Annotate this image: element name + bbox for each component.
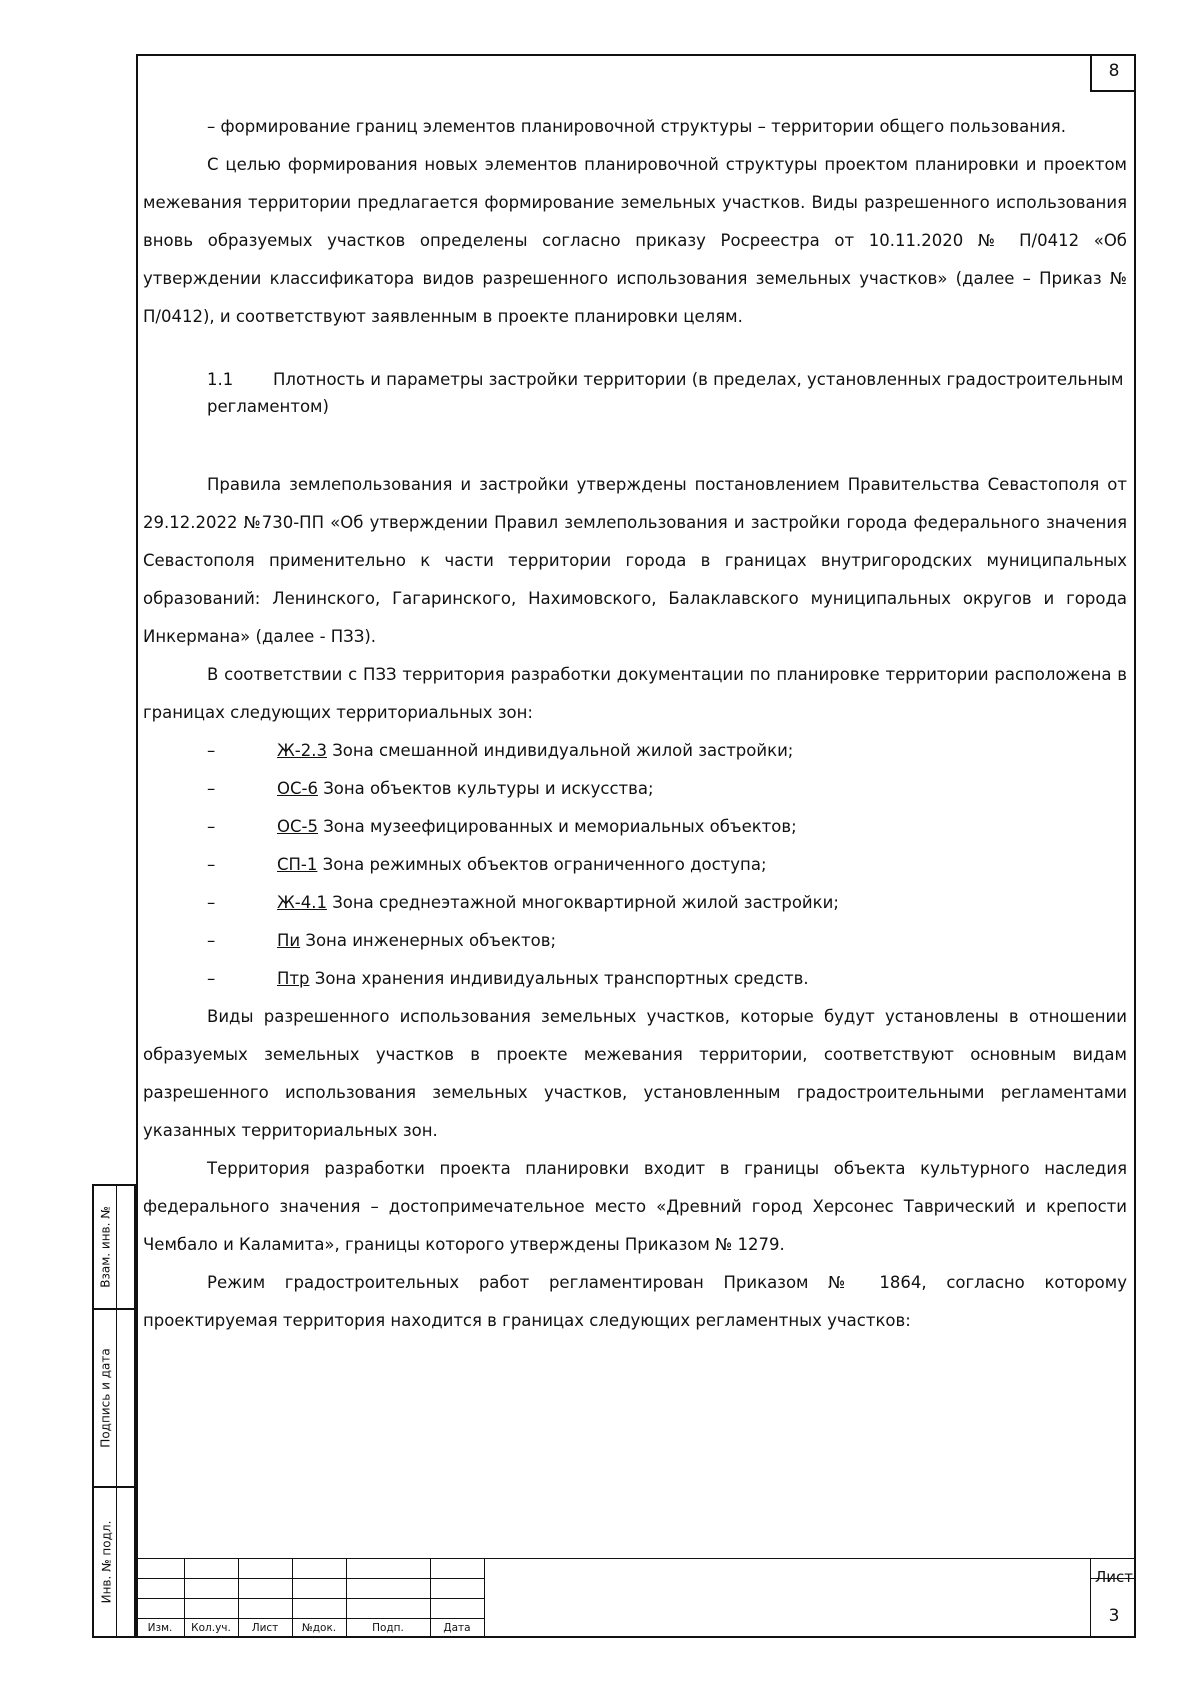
list-item: – Пи Зона инженерных объектов; [207, 931, 557, 950]
side-label-podpis: Подпись и дата [99, 1348, 113, 1448]
zone-code: ОС-5 [277, 817, 318, 836]
list-item: – Птр Зона хранения индивидуальных транспортных средств. [207, 969, 809, 988]
paragraph-5: Виды разрешенного использования земельных участков, которые будут установлены в отношении образуемых земельных участков в проекте межевания территории, соответствуют основным видам разрешенного использования земельных участков, установленным градостроительными регламентами указанных территориальных зон. [143, 1007, 1127, 1140]
zone-text: Зона объектов культуры и искусства; [317, 779, 654, 798]
zone-code: Ж-4.1 [277, 893, 327, 912]
stamp-sheet-label: Лист [1094, 1568, 1133, 1586]
paragraph-1: – формирование границ элементов планировочной структуры – территории общего пользования. [207, 117, 1066, 136]
side-stamp-podpis [92, 1308, 136, 1488]
zone-code: Птр [277, 969, 310, 988]
side-stamp-inv [92, 1486, 136, 1638]
document-body [143, 108, 1127, 1340]
list-item: – Ж-2.3 Зона смешанной индивидуальной жилой застройки; [207, 741, 794, 760]
zone-text: Зона среднеэтажной многоквартирной жилой застройки; [326, 893, 839, 912]
zone-code: Ж-2.3 [277, 741, 327, 760]
zone-code: СП-1 [277, 855, 318, 874]
zone-code: ОС-6 [277, 779, 318, 798]
stamp-row-line [136, 1578, 484, 1579]
section-heading [207, 366, 1127, 420]
zone-text: Зона хранения индивидуальных транспортных средств. [309, 969, 809, 988]
section-number: 1.1 [207, 370, 234, 389]
zone-text: Зона музеефицированных и мемориальных объектов; [317, 817, 797, 836]
zone-text: Зона смешанной индивидуальной жилой застройки; [326, 741, 794, 760]
stamp-ndok: №док. [301, 1622, 337, 1634]
side-label-inv: Инв. № подл. [99, 1520, 114, 1604]
paragraph-4: В соответствии с ПЗЗ территория разработки документации по планировке территории расположена в границах следующих территориальных зон: [143, 665, 1127, 722]
stamp-row-line [136, 1598, 484, 1599]
side-label-vzam: Взам. инв. № [99, 1206, 114, 1288]
zone-code: Пи [277, 931, 301, 950]
section-title: Плотность и параметры застройки территории (в пределах, установленных градостроительным регламентом) [207, 370, 1124, 416]
zone-list [143, 732, 1127, 998]
list-item: – ОС-6 Зона объектов культуры и искусства; [207, 779, 654, 798]
paragraph-3: Правила землепользования и застройки утверждены постановлением Правительства Севастополя от 29.12.2022 №730-ПП «Об утверждении Правил землепользования и застройки города федерального значения Севастополя применительно к части территории города в границах внутригородских муниципальных образований: Ленинского, Гагаринского, Нахимовского, Балаклавского муниципальных округов и города Инкермана» (далее - ПЗЗ). [143, 475, 1127, 646]
stamp-row-line [136, 1618, 484, 1619]
paragraph-2: С целью формирования новых элементов планировочной структуры проектом планировки и проектом межевания территории предлагается формирование земельных участков. Виды разрешенного использования вновь образуемых участков определены согласно приказу Росреестра от 10.11.2020 № П/0412 «Об утверждении классификатора видов разрешенного использования земельных участков» (далее – Приказ № П/0412), и соответствуют заявленным в проекте планировки целям. [143, 155, 1127, 326]
zone-text: Зона режимных объектов ограниченного доступа; [317, 855, 767, 874]
stamp-koluch: Кол.уч. [191, 1622, 231, 1634]
list-item: – Ж-4.1 Зона среднеэтажной многоквартирной жилой застройки; [207, 893, 839, 912]
paragraph-7: Режим градостроительных работ регламентирован Приказом № 1864, согласно которому проектируемая территория находится в границах следующих регламентных участков: [143, 1273, 1127, 1330]
stamp-podp: Подп. [372, 1622, 404, 1634]
stamp-list: Лист [251, 1622, 279, 1634]
stamp-izm: Изм. [147, 1622, 173, 1634]
list-item: – СП-1 Зона режимных объектов ограниченного доступа; [207, 855, 767, 874]
page-number-top: 8 [1090, 54, 1136, 92]
stamp-top-line [136, 1558, 1136, 1559]
stamp-sheet-number: 3 [1108, 1606, 1120, 1626]
stamp-data: Дата [443, 1622, 471, 1634]
zone-text: Зона инженерных объектов; [300, 931, 557, 950]
side-stamp-vzam [92, 1184, 136, 1310]
list-item: – ОС-5 Зона музеефицированных и мемориальных объектов; [207, 817, 797, 836]
paragraph-6: Территория разработки проекта планировки входит в границы объекта культурного наследия федерального значения – достопримечательное место «Древний город Херсонес Таврический и крепости Чембало и Каламита», границы которого утверждены Приказом № 1279. [143, 1159, 1127, 1254]
